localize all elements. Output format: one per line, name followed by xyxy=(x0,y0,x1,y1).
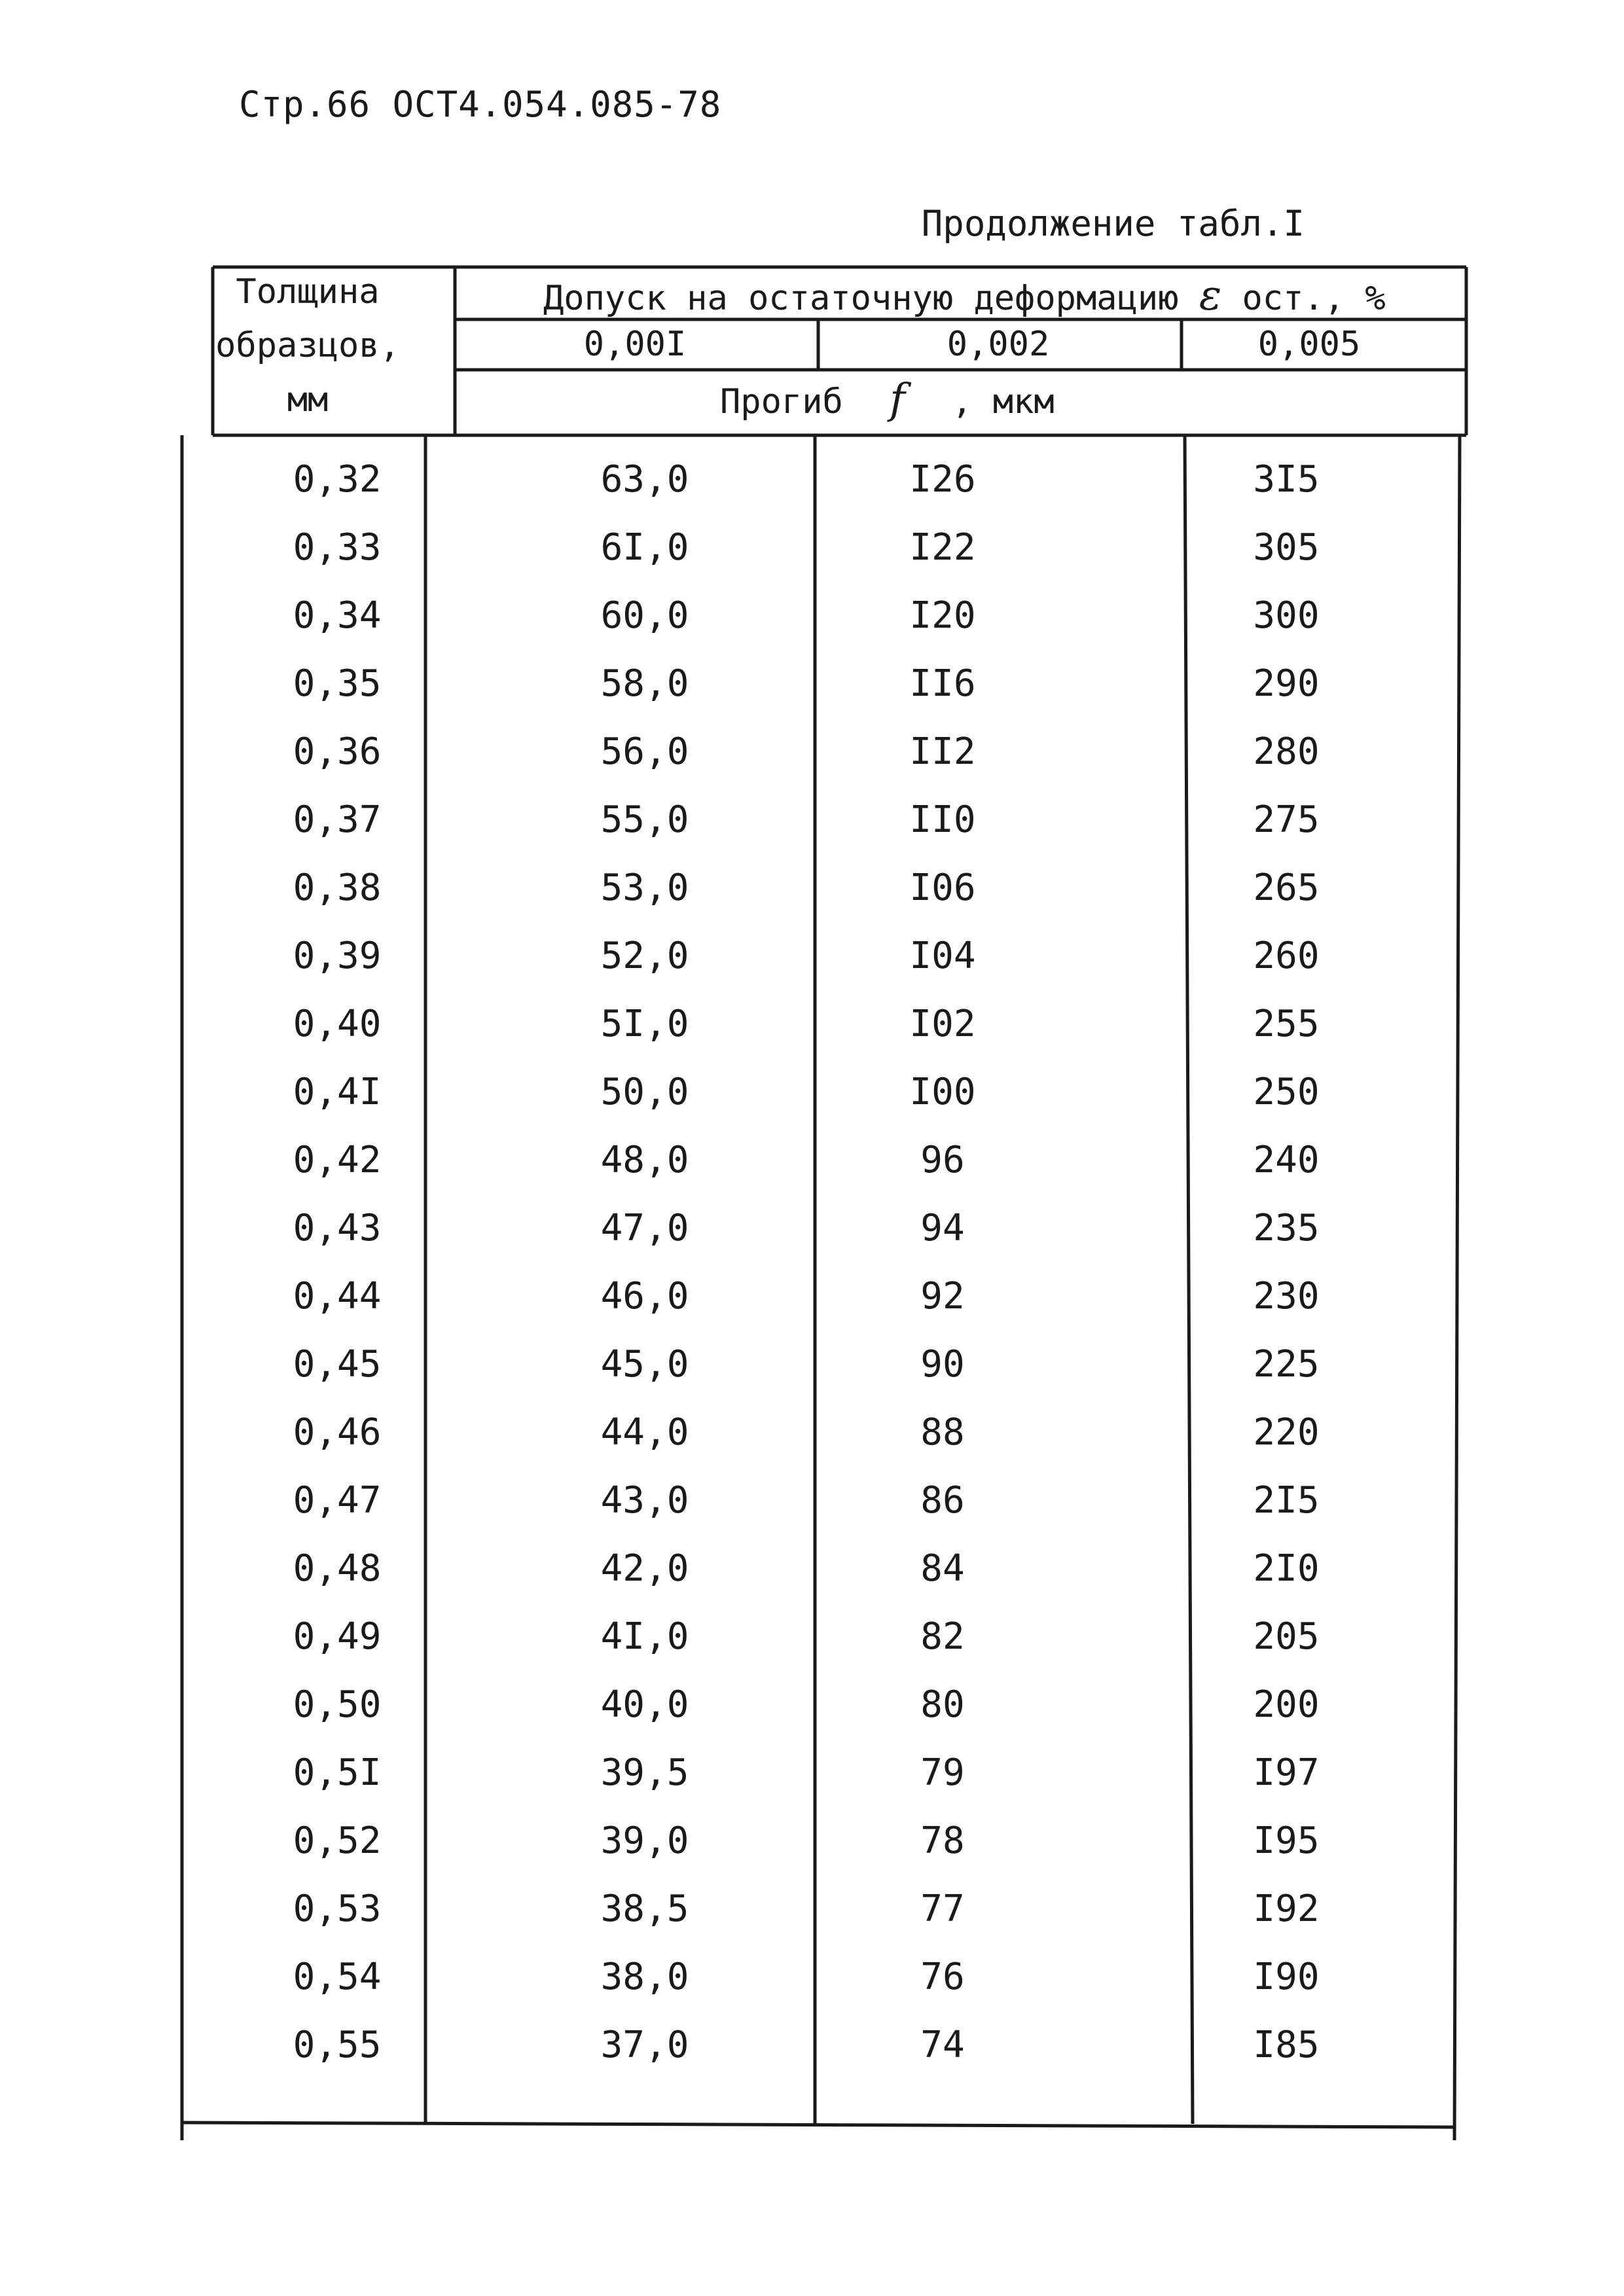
cell-deflection-0001: 52,0 xyxy=(600,935,689,977)
cell-deflection-0001: 42,0 xyxy=(600,1547,689,1590)
cell-deflection-0002: I22 xyxy=(909,526,976,569)
cell-deflection-0002: I02 xyxy=(909,1003,976,1045)
cell-thickness: 0,49 xyxy=(293,1615,382,1658)
cell-deflection-0005: I85 xyxy=(1253,2024,1320,2066)
cell-thickness: 0,38 xyxy=(293,867,382,909)
cell-deflection-0005: 280 xyxy=(1253,730,1320,773)
cell-deflection-0001: 63,0 xyxy=(600,458,689,501)
cell-deflection-0005: 265 xyxy=(1253,867,1320,909)
cell-deflection-0005: 255 xyxy=(1253,1003,1320,1045)
cell-deflection-0002: 77 xyxy=(920,1888,965,1930)
cell-deflection-0002: 96 xyxy=(920,1139,965,1181)
cell-deflection-0005: I97 xyxy=(1253,1751,1320,1794)
epsilon-symbol: ε xyxy=(1199,272,1222,320)
cell-deflection-0002: II0 xyxy=(909,798,976,841)
cell-deflection-0005: I95 xyxy=(1253,1820,1320,1862)
cell-deflection-0005: 240 xyxy=(1253,1139,1320,1181)
cell-deflection-0005: 2I5 xyxy=(1253,1479,1320,1522)
cell-deflection-0005: 3I5 xyxy=(1253,458,1320,501)
cell-deflection-0001: 43,0 xyxy=(600,1479,689,1522)
deflection-header: Прогиб f , мкм xyxy=(720,375,1055,423)
cell-thickness: 0,45 xyxy=(293,1343,382,1386)
cell-deflection-0001: 39,5 xyxy=(600,1751,689,1794)
cell-thickness: 0,37 xyxy=(293,798,382,841)
tolerance-col-3: 0,005 xyxy=(1257,325,1361,364)
cell-deflection-0001: 38,0 xyxy=(600,1956,689,1998)
cell-thickness: 0,34 xyxy=(293,594,382,637)
cell-thickness: 0,33 xyxy=(293,526,382,569)
tolerance-col-2: 0,002 xyxy=(947,325,1050,364)
cell-deflection-0001: 47,0 xyxy=(600,1207,689,1249)
cell-deflection-0005: 275 xyxy=(1253,798,1320,841)
cell-deflection-0005: I90 xyxy=(1253,1956,1320,1998)
cell-deflection-0002: 94 xyxy=(920,1207,965,1249)
cell-deflection-0002: 84 xyxy=(920,1547,965,1590)
cell-deflection-0001: 60,0 xyxy=(600,594,689,637)
cell-deflection-0001: 50,0 xyxy=(600,1071,689,1113)
col-thickness-header-line1: Толщина xyxy=(236,272,380,312)
cell-deflection-0002: I20 xyxy=(909,594,976,637)
cell-deflection-0001: 46,0 xyxy=(600,1275,689,1318)
cell-deflection-0002: I00 xyxy=(909,1071,976,1113)
cell-deflection-0001: 55,0 xyxy=(600,798,689,841)
cell-thickness: 0,5I xyxy=(293,1751,382,1794)
cell-thickness: 0,54 xyxy=(293,1956,382,1998)
cell-deflection-0002: 79 xyxy=(920,1751,965,1794)
tolerance-col-1: 0,00I xyxy=(583,325,687,364)
cell-deflection-0002: I04 xyxy=(909,935,976,977)
table-continuation-label: Продолжение табл.I xyxy=(921,203,1305,244)
cell-thickness: 0,52 xyxy=(293,1820,382,1862)
cell-thickness: 0,39 xyxy=(293,935,382,977)
f-symbol: f xyxy=(890,375,905,423)
cell-deflection-0001: 40,0 xyxy=(600,1683,689,1726)
cell-deflection-0001: 37,0 xyxy=(600,2024,689,2066)
cell-thickness: 0,50 xyxy=(293,1683,382,1726)
cell-deflection-0001: 58,0 xyxy=(600,662,689,705)
cell-thickness: 0,36 xyxy=(293,730,382,773)
cell-deflection-0005: 235 xyxy=(1253,1207,1320,1249)
cell-deflection-0005: 290 xyxy=(1253,662,1320,705)
cell-thickness: 0,43 xyxy=(293,1207,382,1249)
col-thickness-header-unit: мм xyxy=(287,380,329,420)
cell-thickness: 0,35 xyxy=(293,662,382,705)
cell-thickness: 0,48 xyxy=(293,1547,382,1590)
cell-deflection-0001: 45,0 xyxy=(600,1343,689,1386)
cell-deflection-0002: 88 xyxy=(920,1411,965,1454)
cell-deflection-0005: 220 xyxy=(1253,1411,1320,1454)
cell-deflection-0001: 5I,0 xyxy=(600,1003,689,1045)
cell-thickness: 0,44 xyxy=(293,1275,382,1318)
percent-sign: % xyxy=(1365,279,1386,318)
page-number: Стр.66 xyxy=(239,84,371,125)
cell-deflection-0001: 44,0 xyxy=(600,1411,689,1454)
cell-thickness: 0,42 xyxy=(293,1139,382,1181)
cell-thickness: 0,40 xyxy=(293,1003,382,1045)
cell-deflection-0002: 90 xyxy=(920,1343,965,1386)
cell-deflection-0002: 78 xyxy=(920,1820,965,1862)
cell-deflection-0002: 92 xyxy=(920,1275,965,1318)
cell-deflection-0005: 205 xyxy=(1253,1615,1320,1658)
standard-code: ОСТ4.054.085-78 xyxy=(392,84,722,125)
cell-deflection-0005: 2I0 xyxy=(1253,1547,1320,1590)
cell-deflection-0001: 38,5 xyxy=(600,1888,689,1930)
cell-deflection-0001: 39,0 xyxy=(600,1820,689,1862)
cell-deflection-0005: 305 xyxy=(1253,526,1320,569)
cell-deflection-0002: I26 xyxy=(909,458,976,501)
cell-deflection-0002: I06 xyxy=(909,867,976,909)
cell-deflection-0001: 53,0 xyxy=(600,867,689,909)
cell-deflection-0002: II6 xyxy=(909,662,976,705)
tolerance-group-header: Допуск на остаточную деформацию ε ост., % xyxy=(543,272,1386,320)
cell-thickness: 0,4I xyxy=(293,1071,382,1113)
cell-deflection-0002: 74 xyxy=(920,2024,965,2066)
cell-deflection-0001: 56,0 xyxy=(600,730,689,773)
cell-thickness: 0,53 xyxy=(293,1888,382,1930)
cell-deflection-0001: 6I,0 xyxy=(600,526,689,569)
cell-deflection-0001: 48,0 xyxy=(600,1139,689,1181)
cell-thickness: 0,32 xyxy=(293,458,382,501)
cell-deflection-0001: 4I,0 xyxy=(600,1615,689,1658)
cell-deflection-0005: I92 xyxy=(1253,1888,1320,1930)
cell-deflection-0005: 260 xyxy=(1253,935,1320,977)
col-thickness-header-line2: образцов, xyxy=(215,326,400,365)
cell-deflection-0002: 80 xyxy=(920,1683,965,1726)
cell-thickness: 0,55 xyxy=(293,2024,382,2066)
cell-deflection-0002: II2 xyxy=(909,730,976,773)
cell-thickness: 0,47 xyxy=(293,1479,382,1522)
cell-deflection-0005: 225 xyxy=(1253,1343,1320,1386)
cell-deflection-0005: 250 xyxy=(1253,1071,1320,1113)
cell-deflection-0002: 86 xyxy=(920,1479,965,1522)
cell-deflection-0005: 200 xyxy=(1253,1683,1320,1726)
cell-deflection-0002: 76 xyxy=(920,1956,965,1998)
cell-deflection-0005: 300 xyxy=(1253,594,1320,637)
cell-deflection-0002: 82 xyxy=(920,1615,965,1658)
cell-thickness: 0,46 xyxy=(293,1411,382,1454)
cell-deflection-0005: 230 xyxy=(1253,1275,1320,1318)
